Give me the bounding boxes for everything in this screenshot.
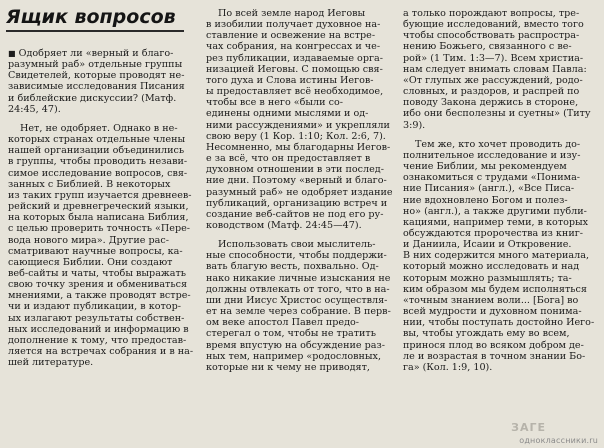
text-line: чение Библии, мы рекомендуем xyxy=(403,161,567,173)
text-line: кациями, например теми, в которых xyxy=(403,216,589,228)
text-line: ибо они бесполезны и суетны» (Титу xyxy=(403,108,591,120)
text-line: ние Писания» (англ.), «Все Писа- xyxy=(403,183,575,195)
text-line: ние дни. Поэтому «верный и благо- xyxy=(206,175,387,187)
text-line: чтобы способствовать распростра- xyxy=(403,30,580,42)
text-line: Использовать свои мыслитель- xyxy=(218,239,376,251)
text-line: ние вдохновлено Богом и полез- xyxy=(403,194,568,206)
text-line: Тем же, кто хочет проводить до- xyxy=(415,138,581,150)
text-line: ководством (Матф. 24:45—47). xyxy=(206,219,362,231)
text-line: ле и возрастая в точном знании Бо- xyxy=(403,350,586,362)
answer-line: ых излагают результаты собствен- xyxy=(8,312,185,324)
answer-line: сающиеся Библии. Они создают xyxy=(8,256,173,268)
text-line: ет на земле через собрание. В перв- xyxy=(206,306,391,318)
paragraph-gap xyxy=(206,231,398,239)
text-line: вы, чтобы угождать ему во всем, xyxy=(403,328,570,340)
column-2-paragraph-1 xyxy=(206,8,398,231)
text-line: единены одними мыслями и од- xyxy=(206,108,369,120)
answer-line: из таких групп изучается древнеев- xyxy=(8,189,192,201)
answer-line: шей литературе. xyxy=(8,357,94,369)
answer-line: веб-сайты и чаты, чтобы выражать xyxy=(8,267,186,279)
column-1 xyxy=(8,48,198,368)
text-line: того духа и Слова истины Иегов- xyxy=(206,74,374,86)
question-line: Свидетелей, которые проводят не- xyxy=(8,70,185,82)
text-line: ных тем, например «родословных, xyxy=(206,350,382,362)
text-line: который можно исследовать и над xyxy=(403,261,580,273)
text-line: В них содержится много материала, xyxy=(403,250,589,262)
column-3-paragraph-2 xyxy=(403,139,599,373)
question-marker-icon: ■ xyxy=(8,49,16,58)
title-block xyxy=(6,6,188,34)
text-line: но» (англ.), а также другими публи- xyxy=(403,205,587,217)
text-line: ом веке апостол Павел предо- xyxy=(206,317,360,329)
text-line: стерегал о том, чтобы не тратить xyxy=(206,328,376,340)
text-line: духовном отношении в эти послед- xyxy=(206,164,384,176)
answer-line: в группы, чтобы проводить незави- xyxy=(8,156,188,168)
answer-line: сматривают научные вопросы, ка- xyxy=(8,245,183,257)
text-line: принося плод во всяком добром де- xyxy=(403,339,584,351)
text-line: свою веру (1 Кор. 1:10; Кол. 2:6, 7). xyxy=(206,130,386,142)
text-line: ставление и освежение на встре- xyxy=(206,30,376,42)
answer-line: вода нового мира». Другие рас- xyxy=(8,234,169,246)
answer-line: нашей организации объединились xyxy=(8,145,185,157)
text-line: По всей земле народ Иеговы xyxy=(218,8,366,19)
column-3 xyxy=(403,8,599,373)
text-line: нению Божьего, связанного с ве- xyxy=(403,41,572,53)
watermark-text: одноклассники.ru xyxy=(519,436,598,445)
answer-line: чи и издают публикации, в котор- xyxy=(8,301,181,313)
question-line: зависимые исследования Писания xyxy=(8,81,185,93)
watermark-logo: ЗАГЕ xyxy=(511,421,546,434)
text-line: нам следует внимать словам Павла: xyxy=(403,63,587,75)
answer-line: свою точку зрения и обмениваться xyxy=(8,279,188,291)
text-line: Несомненно, мы благодарны Иегов- xyxy=(206,141,391,153)
column-2-paragraph-2 xyxy=(206,239,398,373)
text-line: 3:9). xyxy=(403,119,426,131)
text-line: время впустую на обсуждение раз- xyxy=(206,339,385,351)
answer-paragraph xyxy=(8,123,198,368)
text-line: обсуждаются пророчества из книг- xyxy=(403,227,583,239)
question-line: разумный раб» отдельные группы xyxy=(8,59,183,71)
text-line-content: Одобряет ли «верный и благо- xyxy=(18,48,174,59)
answer-line: с целью проверить точность «Пере- xyxy=(8,223,191,235)
answer-line: симое исследование вопросов, свя- xyxy=(8,167,188,179)
text-line: и Даниила, Исаии и Откровение. xyxy=(403,239,572,251)
column-2 xyxy=(206,8,398,373)
answer-line: рейский и древнегреческий языки, xyxy=(8,201,189,213)
text-line: «От глупых же рассуждений, родо- xyxy=(403,74,583,86)
text-line: которые ни к чему не приводят, xyxy=(206,361,370,373)
question-paragraph xyxy=(8,48,198,115)
text-line: ними рассуждениями» и укрепляли xyxy=(206,119,390,131)
question-line xyxy=(8,48,198,59)
text-line: создание веб-сайтов не под его ру- xyxy=(206,208,384,220)
answer-line: занных с Библией. В некоторых xyxy=(8,178,171,190)
title-underline xyxy=(6,30,184,32)
question-line: и библейские дискуссии? (Матф. xyxy=(8,92,177,104)
text-line: нако никакие личные изыскания не xyxy=(206,272,391,284)
text-line: рез публикации, издаваемые орга- xyxy=(206,52,383,64)
answer-line: на которых была написана Библия, xyxy=(8,212,189,224)
answer-line: мнениями, а также проводят встре- xyxy=(8,290,191,302)
text-line: разумный раб» не одобряет издание xyxy=(206,186,393,198)
paragraph-gap xyxy=(403,131,599,139)
text-line: которым можно размышлять; та- xyxy=(403,272,572,284)
text-line: должны отвлекать от того, что в на- xyxy=(206,283,390,295)
text-line: ные способности, чтобы поддержи- xyxy=(206,250,387,262)
text-line: е за всё, что он предоставляет в xyxy=(206,153,371,165)
answer-line: ных исследований и информацию в xyxy=(8,323,189,335)
text-line: поводу Закона держись в стороне, xyxy=(403,97,579,109)
text-line: словных, и раздоров, и распрей по xyxy=(403,86,580,98)
answer-line: Нет, не одобряет. Однако в не- xyxy=(20,122,178,134)
text-line: вать благую весть, похвально. Од- xyxy=(206,261,379,273)
question-line: 24:45, 47). xyxy=(8,103,61,115)
text-line: чах собрания, на конгрессах и че- xyxy=(206,41,381,53)
paragraph-gap xyxy=(8,115,198,123)
answer-line: дополнение к тому, что предостав- xyxy=(8,334,187,346)
page-title: Ящик вопросов xyxy=(6,6,176,28)
text-line: га» (Кол. 1:9, 10). xyxy=(403,361,493,373)
text-line: ши дни Иисус Христос осуществля- xyxy=(206,294,388,306)
answer-line: которых странах отдельные члены xyxy=(8,134,186,146)
text-line: а только порождают вопросы, тре- xyxy=(403,8,580,19)
text-line: рой» (1 Тим. 1:3—7). Всем христиа- xyxy=(403,52,584,64)
text-line: «точным знанием воли... [Бога] во xyxy=(403,294,579,306)
column-3-paragraph-1 xyxy=(403,8,599,131)
text-line: публикаций, организацию встреч и xyxy=(206,197,388,209)
text-line: нии, чтобы поступать достойно Иего- xyxy=(403,317,595,329)
answer-line: ляется на встречах собрания и в на- xyxy=(8,346,194,358)
text-line: ознакомиться с трудами «Понима- xyxy=(403,172,581,184)
text-line: ы предоставляет всё необходимое, xyxy=(206,86,384,98)
text-line: полнительное исследование и изу- xyxy=(403,149,581,161)
text-line: ким образом мы будем исполняться xyxy=(403,283,587,295)
text-line: низацией Иеговы. С помощью свя- xyxy=(206,63,383,75)
text-line: бующие исследований, вместо того xyxy=(403,19,584,31)
text-line: в изобилии получает духовное на- xyxy=(206,19,381,31)
text-line: всей мудрости и духовном понима- xyxy=(403,306,582,318)
text-line: чтобы все в него «были со- xyxy=(206,97,343,109)
